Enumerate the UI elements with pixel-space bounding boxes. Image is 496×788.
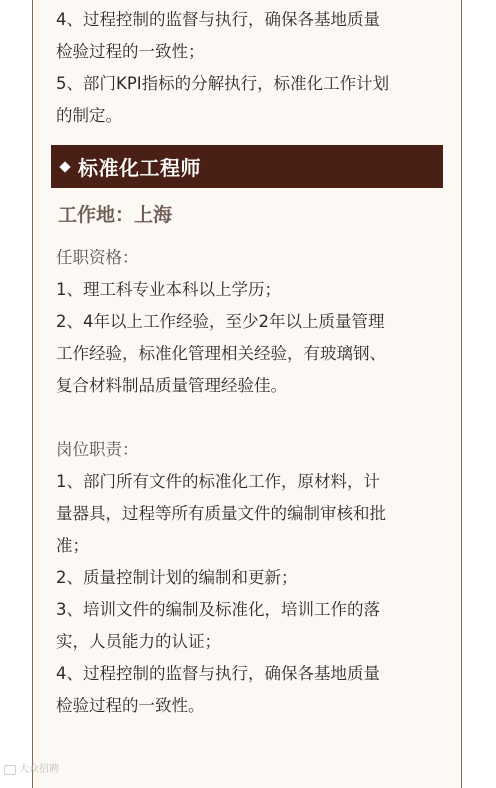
duties-heading: 岗位职责： (56, 440, 139, 459)
list-item: 实，人员能力的认证； (56, 632, 221, 651)
list-item: 3、培训文件的编制及标准化，培训工作的落 (56, 600, 380, 619)
requirements-section (56, 242, 446, 402)
requirements-heading: 任职资格： (56, 248, 139, 267)
list-item: 准； (56, 536, 89, 555)
list-item: 4、过程控制的监督与执行，确保各基地质量 (56, 10, 380, 29)
duties-section (56, 434, 446, 722)
list-item: 2、质量控制计划的编制和更新； (56, 568, 298, 587)
list-item: 1、理工科专业本科以上学历； (56, 280, 281, 299)
list-item: 工作经验，标准化管理相关经验，有玻璃钢、 (56, 344, 386, 363)
list-item: 4、过程控制的监督与执行，确保各基地质量 (56, 664, 380, 683)
list-item: 5、部门KPI指标的分解执行，标准化工作计划 (56, 74, 390, 93)
watermark (4, 763, 59, 777)
list-item: 1、部门所有文件的标准化工作，原材料，计 (56, 472, 380, 491)
list-item: 检验过程的一致性。 (56, 696, 205, 715)
list-item: 2、4年以上工作经验，至少2年以上质量管理 (56, 312, 385, 331)
list-item: 量器具，过程等所有质量文件的编制审核和批 (56, 504, 386, 523)
job-title: 标准化工程师 (78, 156, 201, 180)
previous-duties-list (56, 4, 446, 132)
list-item: 复合材料制品质量管理经验佳。 (56, 376, 287, 395)
watermark-text: 大众招聘 (19, 764, 59, 775)
job-location: 工作地：上海 (58, 204, 173, 226)
diamond-bullet-icon (59, 161, 70, 172)
list-item: 检验过程的一致性； (56, 42, 205, 61)
job-title-bar (51, 145, 443, 188)
list-item: 的制定。 (56, 106, 122, 125)
watermark-logo-icon (4, 765, 16, 775)
